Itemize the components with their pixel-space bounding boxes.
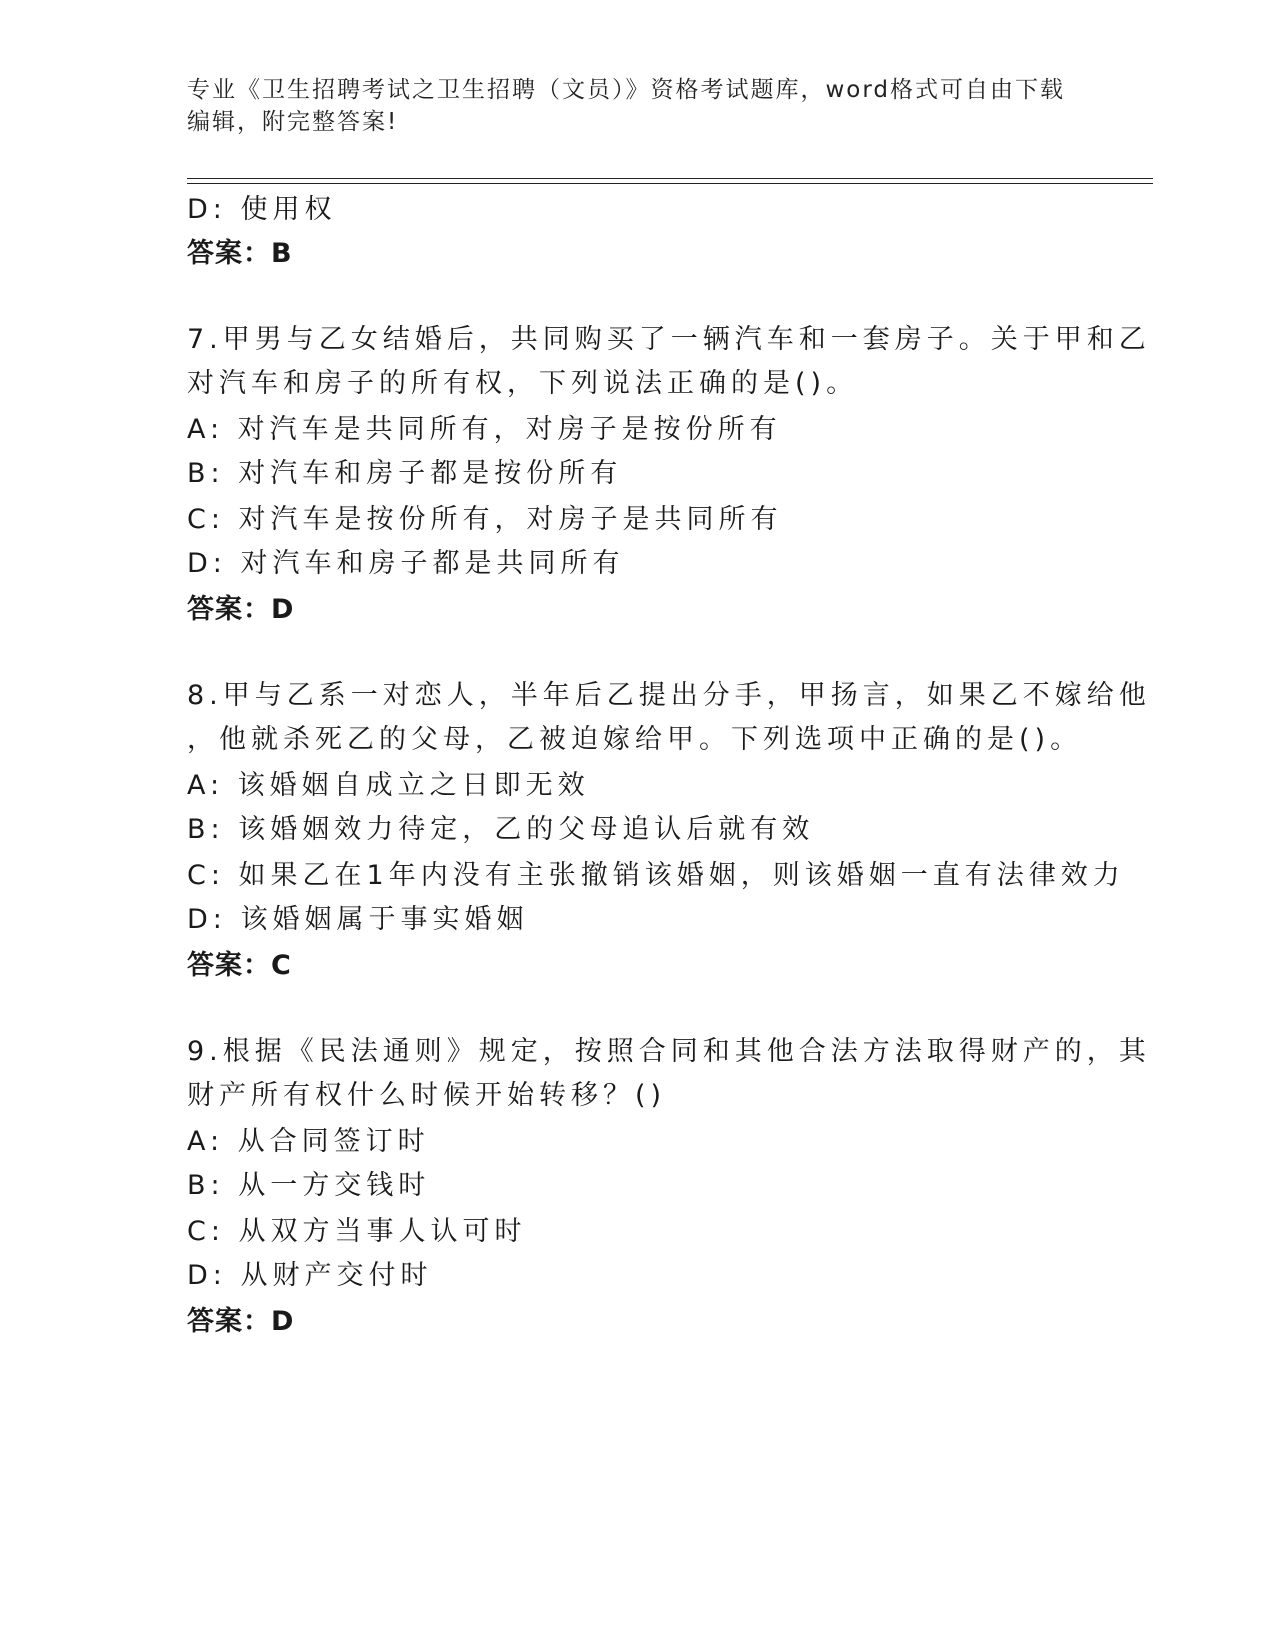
header-line-2: 编辑，附完整答案! bbox=[187, 109, 399, 135]
q8-answer: 答案：C bbox=[187, 950, 292, 981]
q9-option-a: A: 从合同签订时 bbox=[187, 1126, 430, 1157]
header-line-1: 专业《卫生招聘考试之卫生招聘（文员）》资格考试题库，word格式可自由下载 bbox=[187, 77, 1066, 103]
q8-option-c: C: 如果乙在1年内没有主张撤销该婚姻，则该婚姻一直有法律效力 bbox=[187, 860, 1125, 891]
q7-stem-line-1: 7.甲男与乙女结婚后，共同购买了一辆汽车和一套房子。关于甲和乙 bbox=[187, 324, 1151, 355]
q9-option-c: C: 从双方当事人认可时 bbox=[187, 1216, 527, 1247]
header-divider-top bbox=[187, 178, 1153, 179]
q9-answer: 答案：D bbox=[187, 1306, 295, 1337]
q7-answer: 答案：D bbox=[187, 594, 295, 625]
q8-stem-line-2: ，他就杀死乙的父母，乙被迫嫁给甲。下列选项中正确的是()。 bbox=[187, 724, 1083, 755]
q8-option-b: B: 该婚姻效力待定，乙的父母追认后就有效 bbox=[187, 814, 815, 845]
q9-option-d: D: 从财产交付时 bbox=[187, 1260, 433, 1291]
q9-option-b: B: 从一方交钱时 bbox=[187, 1170, 431, 1201]
q8-option-d: D: 该婚姻属于事实婚姻 bbox=[187, 904, 529, 935]
q7-option-d: D: 对汽车和房子都是共同所有 bbox=[187, 548, 625, 579]
prev-option-d: D: 使用权 bbox=[187, 194, 337, 225]
q7-option-c: C: 对汽车是按份所有，对房子是共同所有 bbox=[187, 504, 783, 535]
page-header bbox=[187, 74, 1077, 138]
q9-stem-line-1: 9.根据《民法通则》规定，按照合同和其他合法方法取得财产的，其 bbox=[187, 1036, 1151, 1067]
q8-option-a: A: 该婚姻自成立之日即无效 bbox=[187, 770, 590, 801]
q7-option-b: B: 对汽车和房子都是按份所有 bbox=[187, 458, 623, 489]
q7-stem-line-2: 对汽车和房子的所有权，下列说法正确的是()。 bbox=[187, 368, 859, 399]
prev-answer: 答案：B bbox=[187, 238, 293, 269]
header-divider-bottom bbox=[187, 183, 1153, 184]
q8-stem-line-1: 8.甲与乙系一对恋人，半年后乙提出分手，甲扬言，如果乙不嫁给他 bbox=[187, 680, 1151, 711]
q9-stem-line-2: 财产所有权什么时候开始转移？() bbox=[187, 1080, 667, 1111]
q7-option-a: A: 对汽车是共同所有，对房子是按份所有 bbox=[187, 414, 782, 445]
